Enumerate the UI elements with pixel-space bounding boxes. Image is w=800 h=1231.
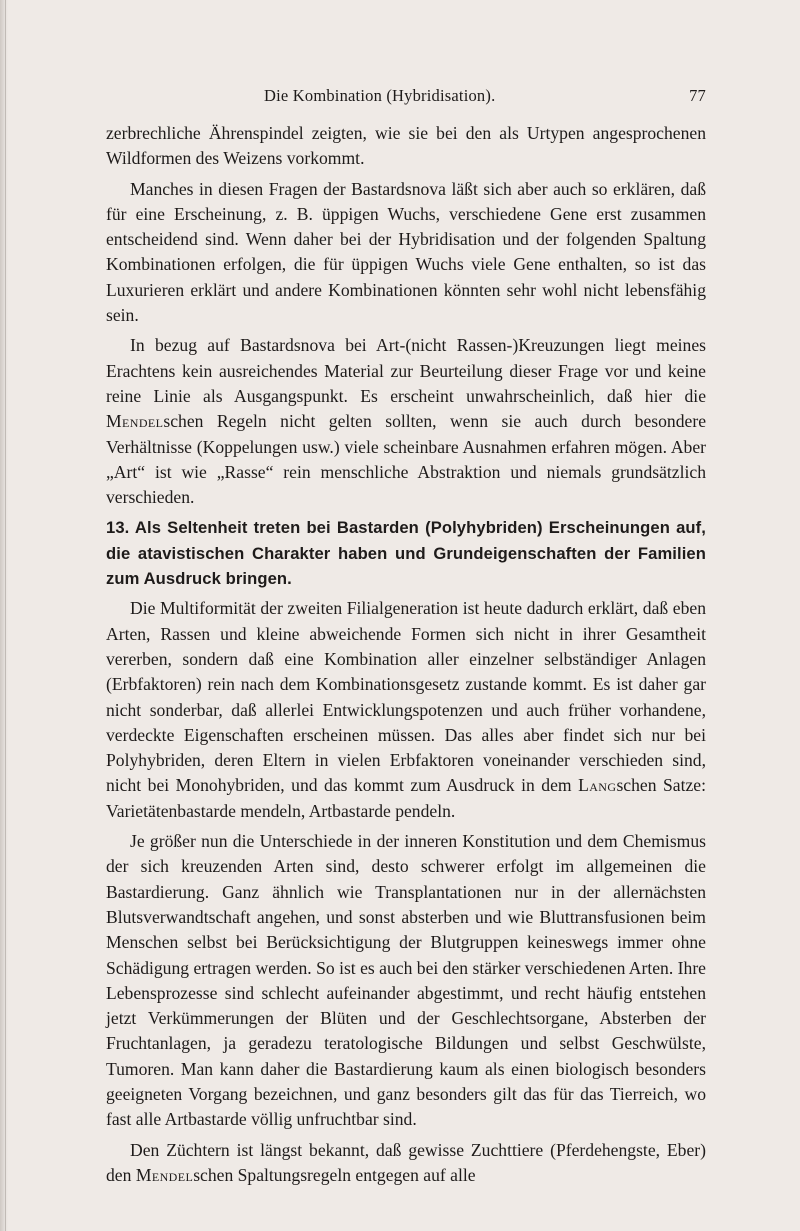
body-text [106, 121, 706, 1188]
paragraph-continuation: zerbrechliche Ährenspindel zeigten, wie sie bei den als Urtypen angesprochenen Wildformen des Weizens vorkommt. [106, 123, 706, 169]
page-binding-edge [5, 0, 6, 1231]
paragraph-zuechter-part-a: Den Züchtern ist längst bekannt, daß gewisse Zuchttiere (Pferdehengste, Eber) den [106, 1139, 706, 1185]
paragraph-art-kreuzungen-part-b: schen Regeln nicht gelten sollten, wenn sie auch durch besondere Verhältnisse (Koppelungen usw.) viele scheinbare Ausnahmen erfahren mögen. Aber „Art“ ist wie „Rasse“ rein menschliche Abstraktion und niemals grundsätzlich verschieden. [106, 411, 706, 508]
paragraph-multiformitaet-part-b: schen Satze: Varietätenbastarde mendeln, Artbastarde pendeln. [106, 775, 707, 821]
running-head [106, 86, 706, 110]
paragraph-zuechter [106, 1138, 706, 1189]
paragraph-bastardierung: Je größer nun die Unterschiede in der inneren Konstitution und dem Chemismus der sich kreuzenden Arten sind, desto schwerer erfolgt im allgemeinen die Bastardierung. Ganz ähnlich wie Transplantationen nur in der allernächsten Blutsverwandtschaft angehen, und sonst absterben und wie Bluttransfusionen beim Menschen selbst bei Berücksichtigung der Blutgruppen keineswegs immer ohne Schädigung ertragen werden. So ist es auch bei den stärker verschiedenen Arten. Ihre Lebensprozesse sind schlecht aufeinander abgestimmt, und recht häufig entstehen jetzt Verkümmerungen der Blüten und der Geschlechtsorgane, Absterben der Fruchtanlagen, ja geradezu teratologische Bildungen und selbst Geschwülste, Tumoren. Man kann daher die Bastardierung kaum als einen biologisch besonders geeigneten Vorgang bezeichnen, und ganz besonders gilt das für das Tierreich, wo fast alle Artbastarde völlig unfruchtbar sind. [106, 831, 706, 1130]
running-title: Die Kombination (Hybridisation). [264, 86, 496, 105]
paragraph-bastardsnova: Manches in diesen Fragen der Bastardsnova läßt sich aber auch so erklären, daß für eine Erscheinung, z. B. üppigen Wuchs, verschiedene Gene erst zusammen entscheidend sind. Wenn daher bei der Hybridisation und der folgenden Spaltung Kombinationen erfolgen, die für üppigen Wuchs viele Gene enthalten, so ist das Luxurieren erklärt und andere Kombinationen könnten sehr wohl nicht lebensfähig sein. [106, 178, 706, 326]
author-name-mendel-2: Mendel [135, 1164, 194, 1185]
paragraph-multiformitaet [106, 596, 706, 824]
author-name-mendel: Mendel [106, 411, 164, 432]
page-number: 77 [689, 86, 706, 105]
paragraph-zuechter-part-b: schen Spaltungsregeln entgegen auf alle [193, 1164, 476, 1185]
paragraph-multiformitaet-part-a: Die Multiformität der zweiten Filialgeneration ist heute dadurch erklärt, daß eben Arten, Rassen und kleine abweichende Formen sich nicht in ihrer Gesamtheit vererben, sondern daß eine Kombination aller einzelner selbständiger Anlagen (Erbfaktoren) rein nach dem Kombinationsgesetz zustande kommt. Es ist daher gar nicht sonderbar, daß allerlei Entwicklungspotenzen und auch früher vorhandene, verdeckte Eigenschaften erscheinen müssen. Das alles aber findet sich nur bei Polyhybriden, deren Eltern in vielen Erbfaktoren voneinander verschieden sind, nicht bei Monohybriden, und das kommt zum Ausdruck in dem [106, 598, 706, 796]
paragraph-art-kreuzungen [106, 333, 706, 510]
section-heading-13: 13. Als Seltenheit treten bei Bastarden (Polyhybriden) Erscheinungen auf, die atavistischen Charakter haben und Grundeigenschaften der Familien zum Ausdruck bringen. [106, 518, 706, 589]
author-name-lang: Lang [578, 775, 617, 796]
paragraph-art-kreuzungen-part-a: In bezug auf Bastardsnova bei Art-(nicht Rassen-)Kreuzungen liegt meines Erachtens kein ausreichendes Material zur Beurteilung dieser Frage vor und keine reine Linie als Ausgangspunkt. Es erscheint unwahrscheinlich, daß hier die [106, 335, 706, 406]
page-binding-shadow [0, 0, 8, 1231]
